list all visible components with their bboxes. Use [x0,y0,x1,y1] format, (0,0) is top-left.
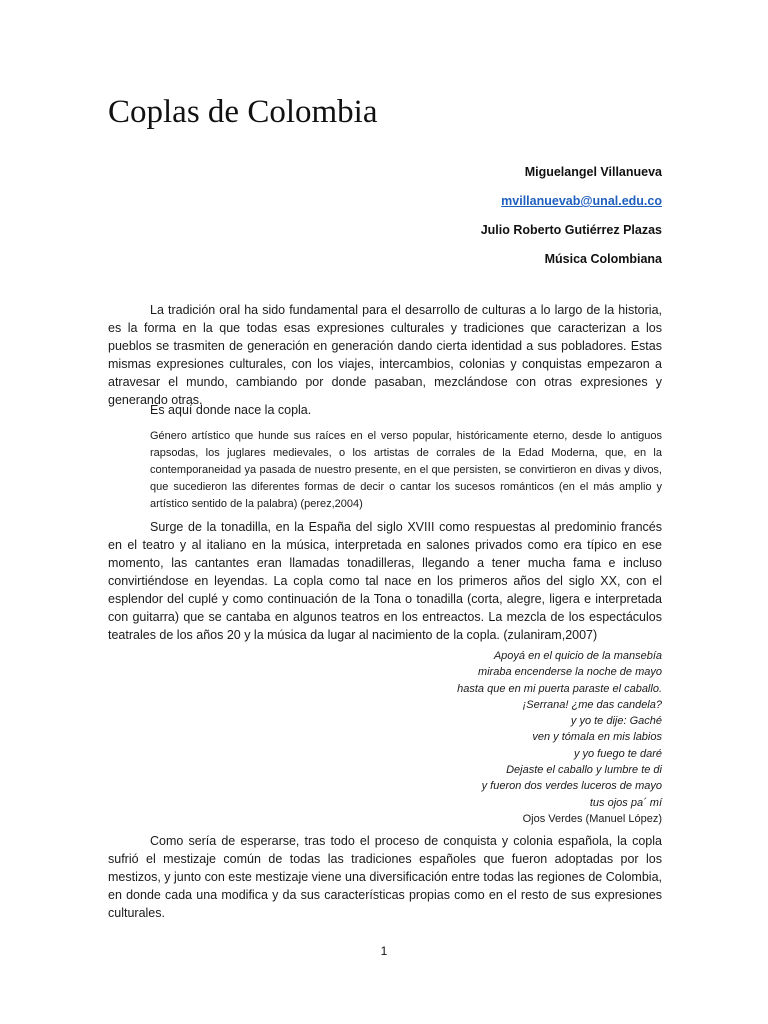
poem-line: ven y tómala en mis labios [532,731,662,744]
page-number: 1 [380,944,388,958]
author-email-link[interactable]: mvillanuevab@unal.edu.co [501,194,662,208]
coauthor-name: Julio Roberto Gutiérrez Plazas [480,223,662,237]
poem-excerpt [457,648,662,827]
paragraph-tonadilla: Surge de la tonadilla, en la España del siglo XVIII como respuestas al predominio francés en el teatro y al italiano en la música, interpretada en salones privados como era típico en ese momento, las cantantes eran llamadas tonadilleras, llegando a tener mucha fama e incluso convirtiéndose en leyendas. La copla como tal nace en los primeros años del siglo XX, con el esplendor del cuplé y como continuación de la Tona o tonadilla (corta, alegre, ligera e interpretada con guitarra) que se cantaba en algunos teatros en los entreactos. La mezcla de los espectáculos teatrales de los años 20 y la música da lugar al nacimiento de la copla. (zulaniram,2007) [108,520,662,642]
paragraph-intro: La tradición oral ha sido fundamental para el desarrollo de culturas a lo largo de la historia, es la forma en la que todas esas expresiones culturales y tradiciones que caracterizan a los pueblos se trasmiten de generación en generación dando cierta identidad a sus pobladores. Estas mismas expresiones culturales, con los viajes, intercambios, colonias y conquistas empezaron a atravesar el mundo, cambiando por donde pasaban, mezclándose con otras expresiones y generando otras. [108,303,662,407]
poem-line: y yo fuego te daré [573,747,662,760]
poem-line: miraba encenderse la noche de mayo [477,666,662,679]
author-block [481,162,662,278]
paragraph-copla-origin: Es aquí donde nace la copla. [150,403,312,417]
paragraph-mestizaje: Como sería de esperarse, tras todo el proceso de conquista y colonia española, la copla sufrió el mestizaje común de todas las tradiciones españoles que fueron adoptadas por los mestizos, y junto con este mestizaje viene una diversificación entre todas las regiones de Colombia, en donde cada una modifica y da sus características propias como en el resto de sus expresiones culturales. [108,834,662,920]
poem-line: hasta que en mi puerta paraste el caballo. [457,682,662,695]
document-subject: Música Colombiana [544,252,662,266]
poem-credit: Ojos Verdes (Manuel López) [522,812,662,825]
poem-line: Dejaste el caballo y lumbre te di [506,764,662,777]
author-name: Miguelangel Villanueva [524,165,662,179]
document-title: Coplas de Colombia [108,94,378,130]
poem-line: Apoyá en el quicio de la mansebía [493,650,662,662]
poem-line: y yo te dije: Gaché [570,715,662,728]
poem-line: y fueron dos verdes luceros de mayo [481,780,662,793]
block-quote: Género artístico que hunde sus raíces en el verso popular, históricamente eterno, desde lo antiguos rapsodas, los juglares medievales, o los artistas de corrales de la Edad Moderna, que, en la contemporaneidad ya pasada de nuestro presente, en el que persisten, se convirtieron en divas y divos, que sucedieron las diferentes formas de decir o cantar los sucesos románticos (en el más amplio y artístico sentido de la palabra) (perez,2004) [150,430,662,510]
poem-line: tus ojos pa´ mí [589,796,662,809]
poem-line: ¡Serrana! ¿me das candela? [522,698,662,711]
